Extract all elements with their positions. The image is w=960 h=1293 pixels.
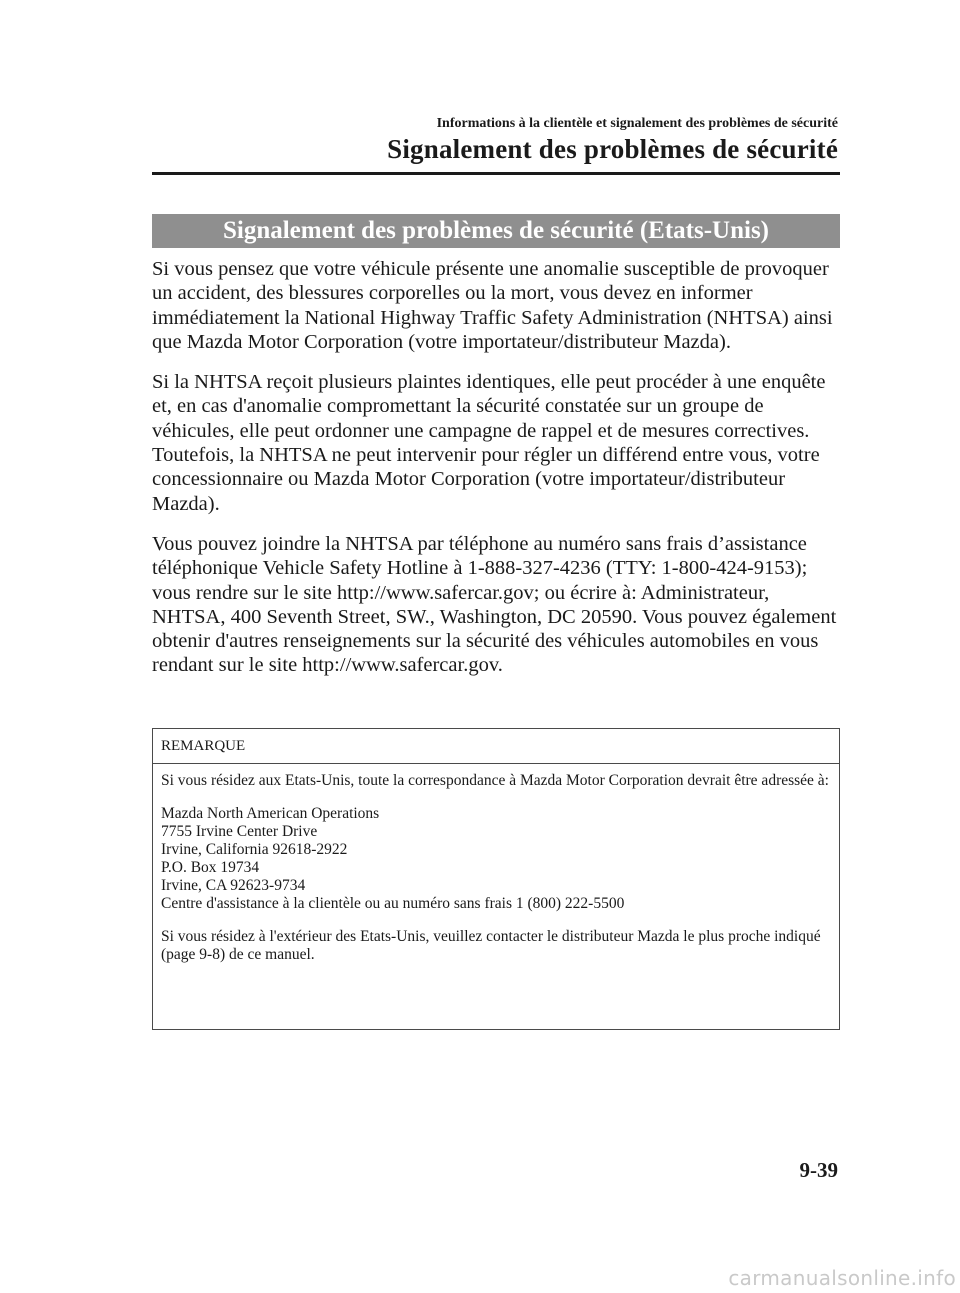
paragraph-report-defect: Si vous pensez que votre véhicule présente une anomalie susceptible de provoquer un accident, des blessures corporelles ou la mort, vous devez en informer immédiatement la National Highway Traffic Safety Administration (NHTSA) ainsi que Mazda Motor Corporation (votre importateur/distributeur Mazda).: [152, 258, 833, 353]
page-number: 9-39: [799, 1158, 838, 1182]
chapter-header: Informations à la clientèle et signalement des problèmes de sécurité: [436, 116, 838, 131]
address-line: Irvine, CA 92623-9734: [161, 877, 306, 894]
watermark: carmanualsonline.info: [728, 1266, 956, 1290]
address-line: 7755 Irvine Center Drive: [161, 823, 318, 840]
address-line: Mazda North American Operations: [161, 805, 380, 822]
paragraph-nhtsa-investigation: Si la NHTSA reçoit plusieurs plaintes identiques, elle peut procéder à une enquête et, en cas d'anomalie compromettant la sécurité constatée sur un groupe de véhicules, elle peut ordonner une campagne de rappel et de mesures correctives. Toutefois, la NHTSA ne peut intervenir pour régler un différend entre vous, votre concessionnaire ou Mazda Motor Corporation (votre importateur/distributeur Mazda).: [152, 371, 826, 515]
note-box: [152, 728, 840, 1030]
note-outro: Si vous résidez à l'extérieur des Etats-Unis, veuillez contacter le distributeur Mazda le plus proche indiqué (page 9-8) de ce manuel.: [161, 928, 821, 963]
note-intro: Si vous résidez aux Etats-Unis, toute la correspondance à Mazda Motor Corporation devrait être adressée à:: [161, 772, 829, 789]
body-text: [152, 257, 842, 694]
address-line: Irvine, California 92618-2922: [161, 841, 348, 858]
section-title: Signalement des problèmes de sécurité (Etats-Unis): [152, 214, 840, 248]
address-line: Centre d'assistance à la clientèle ou au numéro sans frais 1 (800) 222-5500: [161, 895, 625, 912]
note-title: REMARQUE: [153, 729, 839, 764]
section-header: Signalement des problèmes de sécurité: [387, 134, 838, 164]
header-rule: [152, 172, 840, 175]
note-body: [153, 764, 839, 964]
note-address: [161, 805, 831, 913]
paragraph-contact-nhtsa: Vous pouvez joindre la NHTSA par téléphone au numéro sans frais d’assistance téléphonique Vehicle Safety Hotline à 1-888-327-4236 (TTY: 1-800-424-9153); vous rendre sur le site http://www.safercar.gov; ou écrire à: Administrateur, NHTSA, 400 Seventh Street, SW., Washington, DC 20590. Vous pouvez également obtenir d'autres renseignements sur la sécurité des véhicules automobiles en vous rendant sur le site http://www.safercar.gov.: [152, 532, 837, 677]
address-line: P.O. Box 19734: [161, 859, 260, 876]
